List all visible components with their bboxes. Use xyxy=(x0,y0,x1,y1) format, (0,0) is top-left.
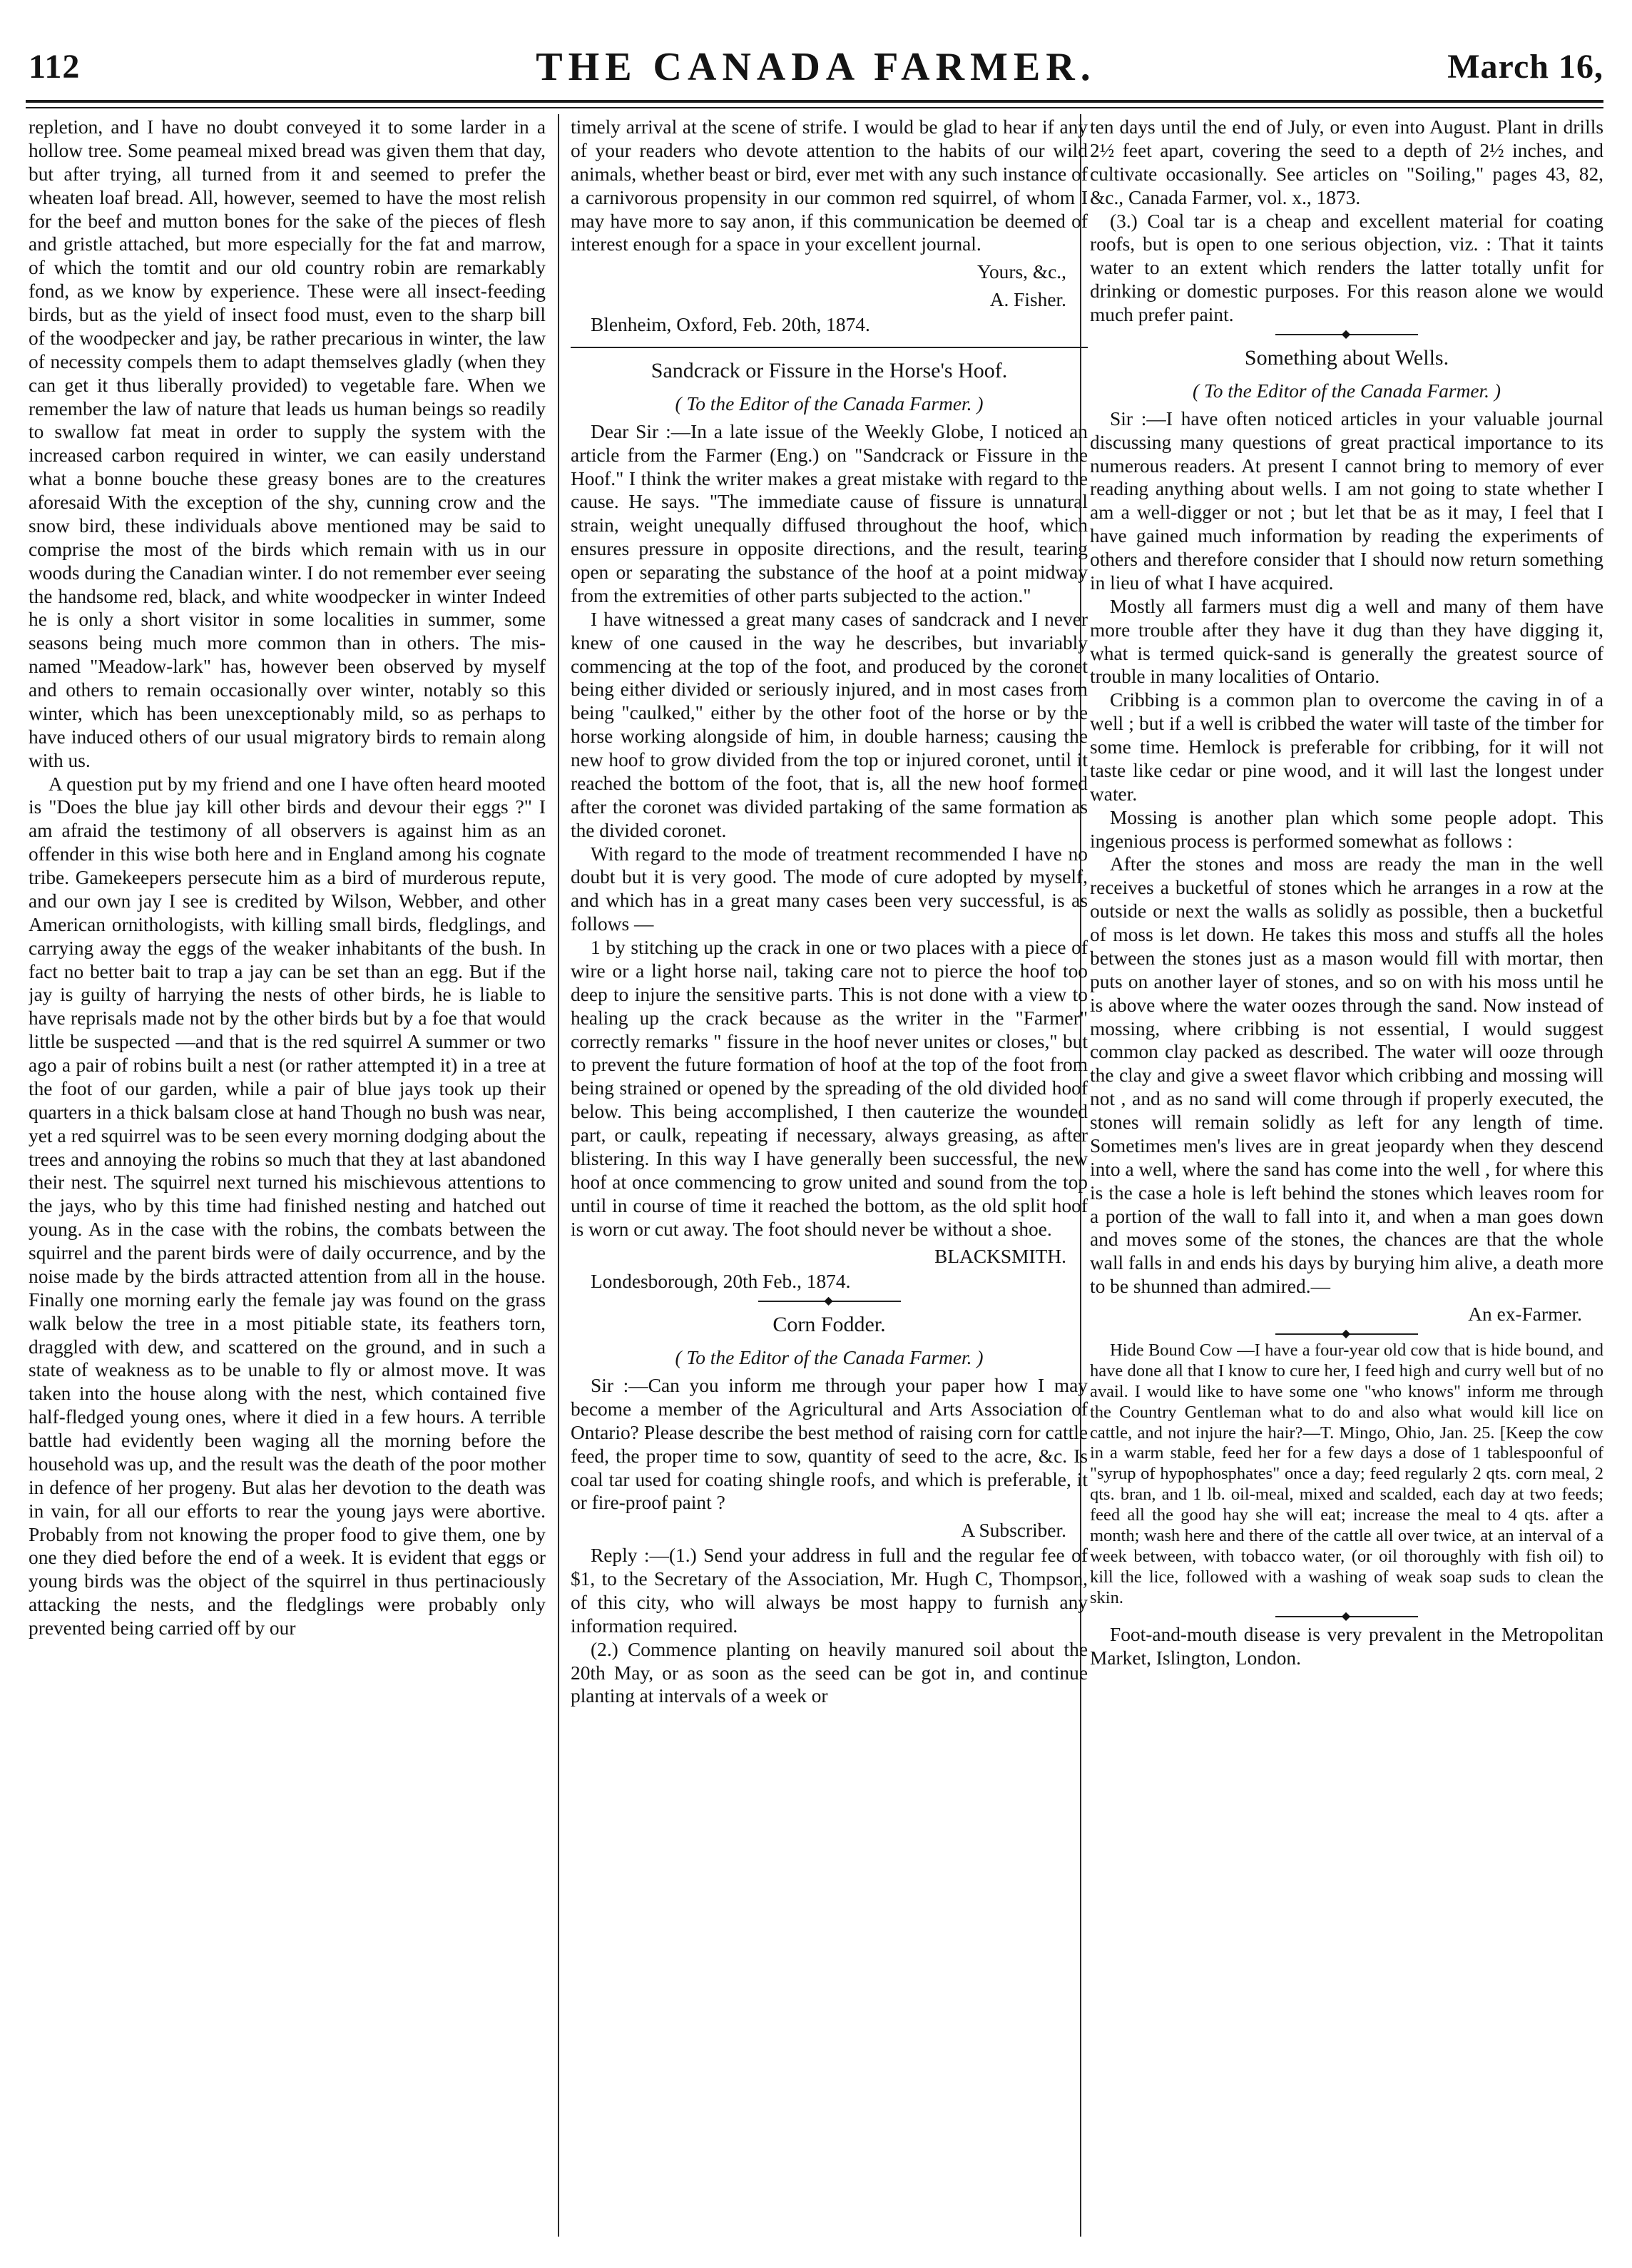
signoff-name: A. Fisher. xyxy=(989,289,1066,311)
article-separator xyxy=(1275,1610,1418,1622)
article-title: Sandcrack or Fissure in the Horse's Hoof. xyxy=(651,358,1008,382)
article-paragraph: ten days until the end of July, or even into August. Plant in drills 2½ feet apart, covering the seed to a depth of 2½ inches, and cultivate occasionally. See articles on "Soiling," pages 43, 82, &c., Canada Farmer, vol. x., 1873. xyxy=(1090,116,1603,208)
article-paragraph: Dear Sir :—In a late issue of the Weekly Globe, I noticed an article from the Farmer (Eng.) on "Sandcrack or Fissure in the Hoof." I think the writer makes a great mistake with regard to the cause. He says. "The immediate cause of fissure is unnatural strain, weight unequally diffused throughout the hoof, which ensures pressure in opposite directions, and the result, tearing open or separating the substance of the hoof at a point midway from the extremities of other parts subjected to the action." xyxy=(571,420,1088,606)
article-title: Corn Fodder. xyxy=(772,1313,886,1337)
article-separator xyxy=(758,1295,901,1308)
article-paragraph: After the stones and moss are ready the man in the well receives a bucketful of stones which he arranges in a row at the outside or next the walls as solidly as possible, then a bucketful of moss is let down. He takes this moss and stuffs all the holes between the stones just as a mason would fill with mortar, then puts on another layer of stones, and so on with his moss until he is above where the water oozes through the sand. Now instead of mossing, where cribbing is not essential, I would suggest common clay packed as described. The water will ooze through the clay and give a sweet flavor which cribbing and mossing will not , and as no sand will come through if properly executed, the stones will remain solidly as left for any length of time. Sometimes men's lives are in great jeopardy when they descend into a well, where the sand has come into the well , for where this is the case a hole is left behind the stones which leaves room for a portion of the wall to fall into it, and when a man goes down and moves some of the stones, the chances are that the whole wall falls in and ends his days by burying him alive, a death more to be shunned than admired.— xyxy=(1090,853,1603,1298)
column-1 xyxy=(29,116,546,2242)
article-address: ( To the Editor of the Canada Farmer. ) xyxy=(1193,380,1501,402)
article-paragraph: A question put by my friend and one I have often heard mooted is "Does the blue jay kill other birds and devour their eggs ?" I am afraid the testimony of all observers is against him as an offender in this wise both here and in England among his cognate tribe. Gamekeepers persecute him as a bird of murderous repute, and our own jay I see is credited by Wilson, Webber, and other American ornithologists, with killing small birds, fledglings, and carrying away the eggs of the weaker inhabitants of the bush. In fact no better bait to trap a jay can be set than an egg. But if the jay is guilty of harrying the nests of other birds, he is liable to have reprisals made not by the other birds but by a foe that would little be suspected —and that is the red squirrel A summer or two ago a pair of robins built a nest (or rather attempted it) in a tree at the foot of our garden, while a pair of blue jays took up their quarters in a thick balsam close at hand Though no bush was near, yet a red squirrel was to be seen every morning dodging about the trees and annoying the robins so much that they at last abandoned their nest. The squirrel next turned his mischievous attentions to the jays, who by this time had finished nesting and hatched out young. As in the case with the robins, the combats between the squirrel and the parent birds were of daily occurrence, and by the noise made by the birds attracted attention from all in the house. Finally one morning early the female jay was found on the grass walk below the tree in a most pitiable state, its feathers torn, draggled with dew, and scattered on the ground, and in such a state of weakness as to be unable to fly or almost move. It was taken into the house along with the nest, which contained five half-fledged young ones, where it died in a few hours. A terrible battle had evidently been waging all the morning before the household was up, and the result was the death of the poor mother in defence of her progeny. But alas her devotion to the death was in vain, for all our efforts to rear the young jays were abortive. Probably from not knowing the proper food to give them, one by one they died before the end of a week. It is evident that eggs or young birds was the object of the squirrel in thus pertinaciously attacking the nests, and the fledglings were probably only prevented being carried off by our xyxy=(29,773,546,1639)
article-signature: A Subscriber. xyxy=(961,1520,1066,1542)
article-paragraph: Sir :—I have often noticed articles in your valuable journal discussing many questions of great practical importance to its numerous readers. At present I cannot bring to memory of ever reading anything about wells. I am not going to state whether I am a well-digger or not ; but let that be as it may, I feel that I have gained much information by reading the experiments of others and therefore consider that I should now return something in lieu of what I have acquired. xyxy=(1090,407,1603,594)
article-separator xyxy=(1275,1327,1418,1340)
masthead xyxy=(29,47,1603,98)
column-divider xyxy=(558,114,559,2237)
article-paragraph: Mossing is another plan which some people adopt. This ingenious process is performed somewhat as follows : xyxy=(1090,806,1603,852)
page-number: 112 xyxy=(29,48,81,86)
header-rule-thin xyxy=(26,107,1603,108)
separator-ornament-icon: ◆ xyxy=(1341,1610,1351,1622)
article-title: Something about Wells. xyxy=(1244,345,1449,370)
paper-name: THE CANADA FARMER. xyxy=(536,45,1096,89)
article-address: ( To the Editor of the Canada Farmer. ) xyxy=(675,1347,984,1369)
article-separator xyxy=(1275,327,1418,340)
signoff-yours: Yours, &c., xyxy=(976,261,1066,283)
article-paragraph: With regard to the mode of treatment recommended I have no doubt but it is very good. The mode of cure adopted by myself, and which has in a great many cases been very successful, is as follows — xyxy=(571,843,1088,935)
article-paragraph: Sir :—Can you inform me through your paper how I may become a member of the Agricultural and Arts Association of Ontario? Please describe the best method of raising corn for cattle feed, the proper time to sow, quantity of seed to the acre, &c. Is coal tar used for coating shingle roofs, and which is preferable, it or fire-proof paint ? xyxy=(571,1375,1088,1514)
article-paragraph: I have witnessed a great many cases of sandcrack and I never knew of one caused in the way he describes, but invariably commencing at the top of the foot, and produced by the coronet being either divided or seriously injured, and in most cases from being "caulked," either by the other foot of the horse or by the horse working alongside of him, in double harness; causing the new hoof to grow divided from the top or injured coronet, until it reached the bottom of the foot, that is, all the new hoof formed after the coronet was divided partaking of the same formation as the divided coronet. xyxy=(571,608,1088,841)
article-paragraph: 1 by stitching up the crack in one or two places with a piece of wire or a light horse nail, taking care not to pierce the hoof too deep to injure the sensitive parts. This is not done with a view to healing up the crack because as the writer in the "Farmer" correctly remarks " fissure in the hoof never unites or closes," but to prevent the future formation of hoof at the top of the foot from being strained or opened by the spreading of the old divided hoof below. This being accomplished, I then cauterize the wounded part, or caulk, repeating if necessary, always greasing, as after blistering. In this way I have generally been successful, the new hoof at once commencing to grow united and sound from the top until in course of time it reached the bottom, as the old split hoof is worn or cut away. The foot should never be without a shoe. xyxy=(571,937,1088,1240)
article-paragraph: (2.) Commence planting on heavily manured soil about the 20th May, or as soon as the seed can be got in, and continue planting at intervals of a week or xyxy=(571,1638,1088,1707)
article-separator xyxy=(571,347,1088,348)
article-signature: An ex-Farmer. xyxy=(1468,1303,1582,1325)
header-rule xyxy=(26,100,1603,103)
article-paragraph: timely arrival at the scene of strife. I would be glad to hear if any of your readers who devote attention to the habits of our wild animals, whether beast or bird, ever met with any such instance of a carnivorous propensity in our common red squirrel, of whom I may have more to say anon, if this communication be deemed of interest enough for a space in your excellent journal. xyxy=(571,116,1088,255)
article-paragraph: Cribbing is a common plan to overcome the caving in of a well ; but if a well is cribbed the water will taste of the timber for some time. Hemlock is preferable for cribbing, for it will not taste like cedar or pine wood, and it will last the longest under water. xyxy=(1090,689,1603,805)
column-3 xyxy=(1090,116,1603,2242)
article-paragraph: Mostly all farmers must dig a well and many of them have more trouble after they have it dug than they have digging it, what is termed quick-sand is generally the greatest source of trouble in many localities of Ontario. xyxy=(1090,595,1603,688)
dateline: Blenheim, Oxford, Feb. 20th, 1874. xyxy=(591,314,870,335)
article-paragraph: (3.) Coal tar is a cheap and excellent material for coating roofs, but is open to one serious objection, viz. : That it taints water to an extent which renders the latter totally unfit for drinking or domestic purposes. For this reason alone we would much prefer paint. xyxy=(1090,210,1603,325)
separator-ornament-icon: ◆ xyxy=(824,1295,833,1308)
article-signature: BLACKSMITH. xyxy=(934,1246,1066,1268)
article-paragraph: repletion, and I have no doubt conveyed it to some larder in a hollow tree. Some peameal mixed bread was given them that day, but after trying, all turned from it and seemed to prefer the wheaten loaf bread. All, however, seemed to have the most relish for the beef and mutton bones for the sake of the pieces of flesh and gristle attached, but more especially for the fat and marrow, of which the tomtit and our old country robin are remarkably fond, as we know by experience. These were all insect-feeding birds, but as the yield of insect food must, even to the sharp bill of the woodpecker and jay, be rather precarious in winter, the law of necessity compels them to adapt themselves gladly (when they can get it thus liberally provided) to vegetable fare. When we remember the law of nature that leads us human beings so readily to swallow fat meat in order to supply the system with the increased carbon required in winter, we can easily understand what a bonne bouche these greasy bones are to the creatures aforesaid With the exception of the shy, cunning crow and the snow bird, these individuals above mentioned may be said to comprise the most of the birds which remain with us in our woods during the Canadian winter. I do not remember ever seeing the handsome red, black, and white woodpecker in winter Indeed he is only a short visitor in some localities in summer, some seasons being much more common than in others. The mis-named "Meadow-lark" has, however been observed by myself and others to remain occasionally over winter, notably so this winter, which has been unexceptionably mild, so as perhaps to have induced others of our usual migratory birds to remain along with us. xyxy=(29,116,546,771)
article-paragraph: Reply :—(1.) Send your address in full and the regular fee of $1, to the Secretary of the Association, Mr. Hugh C, Thompson, of this city, who will always be most happy to furnish any information required. xyxy=(571,1545,1088,1637)
article-paragraph: Foot-and-mouth disease is very prevalent in the Metropolitan Market, Islington, London. xyxy=(1090,1623,1603,1669)
separator-ornament-icon: ◆ xyxy=(1341,1327,1351,1340)
separator-ornament-icon: ◆ xyxy=(1341,327,1351,340)
article-paragraph: Hide Bound Cow —I have a four-year old cow that is hide bound, and have done all that I know to cure her, I feed high and curry well but of no avail. I would like to have some one "who knows" inform me through the Country Gentleman what to do and also what would kill lice on cattle, and not injure the hair?—T. Mingo, Ohio, Jan. 25. [Keep the cow in a warm stable, feed her for a few days a dose of 1 tablespoonful of "syrup of hypophosphates" once a day; feed regularly 2 qts. corn meal, 2 qts. bran, and 1 lb. oil-meal, mixed and scalded, each day at two feeds; feed all the good hay she will eat; increase the meal to 4 qts. after a month; wash here and there of the cattle all over twice, at an interval of a week between, with tobacco water, (or oil thoroughly with fish oil) to kill the lice, followed with a washing of weak soap suds to clean the skin. xyxy=(1090,1340,1603,1607)
issue-date: March 16, xyxy=(1447,48,1603,86)
column-2 xyxy=(571,116,1088,2242)
dateline: Londesborough, 20th Feb., 1874. xyxy=(591,1271,851,1293)
article-address: ( To the Editor of the Canada Farmer. ) xyxy=(675,392,984,415)
